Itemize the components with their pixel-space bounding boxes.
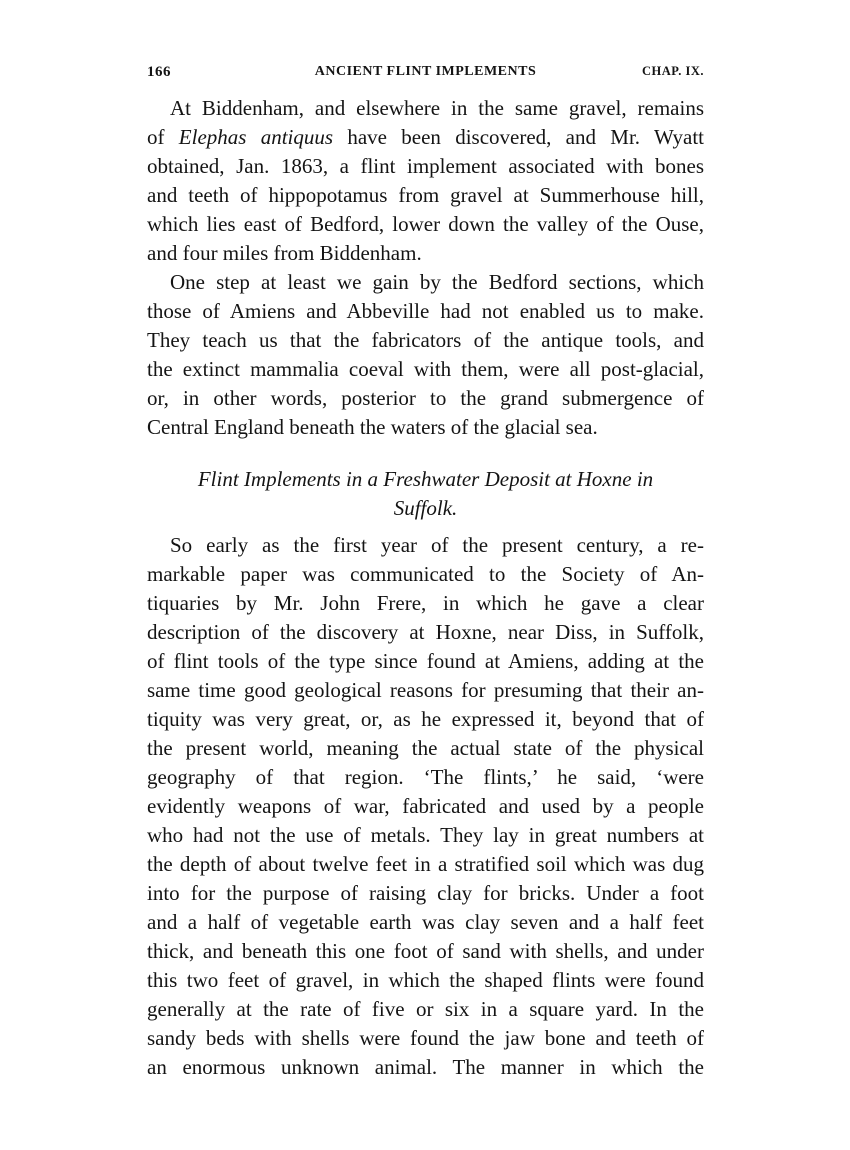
text-line: One step at least we gain by the Bedford sections, which bbox=[170, 270, 704, 294]
text-line: Central England beneath the waters of the glacial sea. bbox=[147, 415, 598, 439]
text-line: sandy beds with shells were found the jaw bone and teeth of bbox=[147, 1026, 704, 1050]
text-line: obtained, Jan. 1863, a flint implement associated with bones bbox=[147, 154, 704, 178]
text-line: into for the purpose of raising clay for bricks. Under a foot bbox=[147, 881, 704, 905]
text-line: this two feet of gravel, in which the shaped flints were found bbox=[147, 968, 704, 992]
text-line: tiquaries by Mr. John Frere, in which he gave a clear bbox=[147, 591, 704, 615]
chapter-label: CHAP. IX. bbox=[641, 64, 704, 78]
paragraph-biddenham bbox=[147, 94, 704, 268]
text-line-with-italic bbox=[147, 123, 704, 152]
paragraph-hoxne bbox=[147, 531, 704, 1082]
paragraph-bedford-sections bbox=[147, 268, 704, 442]
text-line: the extinct mammalia coeval with them, were all post-glacial, bbox=[147, 357, 704, 381]
text-line: geography of that region. ‘The flints,’ he said, ‘were bbox=[147, 765, 704, 789]
section-heading-line: Suffolk. bbox=[393, 496, 458, 520]
text-line: tiquity was very great, or, as he expressed it, beyond that of bbox=[147, 707, 704, 731]
species-name: Elephas antiquus bbox=[178, 125, 334, 149]
text-line: description of the discovery at Hoxne, near Diss, in Suffolk, bbox=[147, 620, 704, 644]
book-page bbox=[147, 58, 704, 1082]
text-fragment: have been discovered, and Mr. Wyatt bbox=[333, 125, 704, 149]
text-fragment: of bbox=[147, 125, 179, 149]
text-line: an enormous unknown animal. The manner in which the bbox=[147, 1055, 704, 1079]
running-title: ANCIENT FLINT IMPLEMENTS bbox=[314, 64, 537, 79]
section-heading-line: Flint Implements in a Freshwater Deposit at Hoxne in bbox=[197, 467, 654, 491]
text-line: the present world, meaning the actual state of the physical bbox=[147, 736, 704, 760]
text-line: They teach us that the fabricators of the antique tools, and bbox=[147, 328, 704, 352]
text-line: markable paper was communicated to the Society of An- bbox=[147, 562, 704, 586]
text-line: At Biddenham, and elsewhere in the same gravel, remains bbox=[170, 96, 704, 120]
section-heading bbox=[147, 465, 704, 523]
text-line: thick, and beneath this one foot of sand with shells, and under bbox=[147, 939, 704, 963]
text-line: and four miles from Biddenham. bbox=[147, 241, 422, 265]
text-line: the depth of about twelve feet in a stratified soil which was dug bbox=[147, 852, 704, 876]
running-header bbox=[147, 58, 704, 88]
text-line: So early as the first year of the present century, a re- bbox=[170, 533, 704, 557]
text-line: of flint tools of the type since found at Amiens, adding at the bbox=[147, 649, 704, 673]
page-number: 166 bbox=[147, 64, 171, 80]
text-line: and teeth of hippopotamus from gravel at Summerhouse hill, bbox=[147, 183, 704, 207]
text-line: or, in other words, posterior to the grand submergence of bbox=[147, 386, 704, 410]
text-line: which lies east of Bedford, lower down the valley of the Ouse, bbox=[147, 212, 704, 236]
text-line: those of Amiens and Abbeville had not enabled us to make. bbox=[147, 299, 704, 323]
text-line: who had not the use of metals. They lay in great numbers at bbox=[147, 823, 704, 847]
text-line: and a half of vegetable earth was clay seven and a half feet bbox=[147, 910, 704, 934]
text-line: generally at the rate of five or six in a square yard. In the bbox=[147, 997, 704, 1021]
text-line: evidently weapons of war, fabricated and used by a people bbox=[147, 794, 704, 818]
text-line: same time good geological reasons for presuming that their an- bbox=[147, 678, 704, 702]
